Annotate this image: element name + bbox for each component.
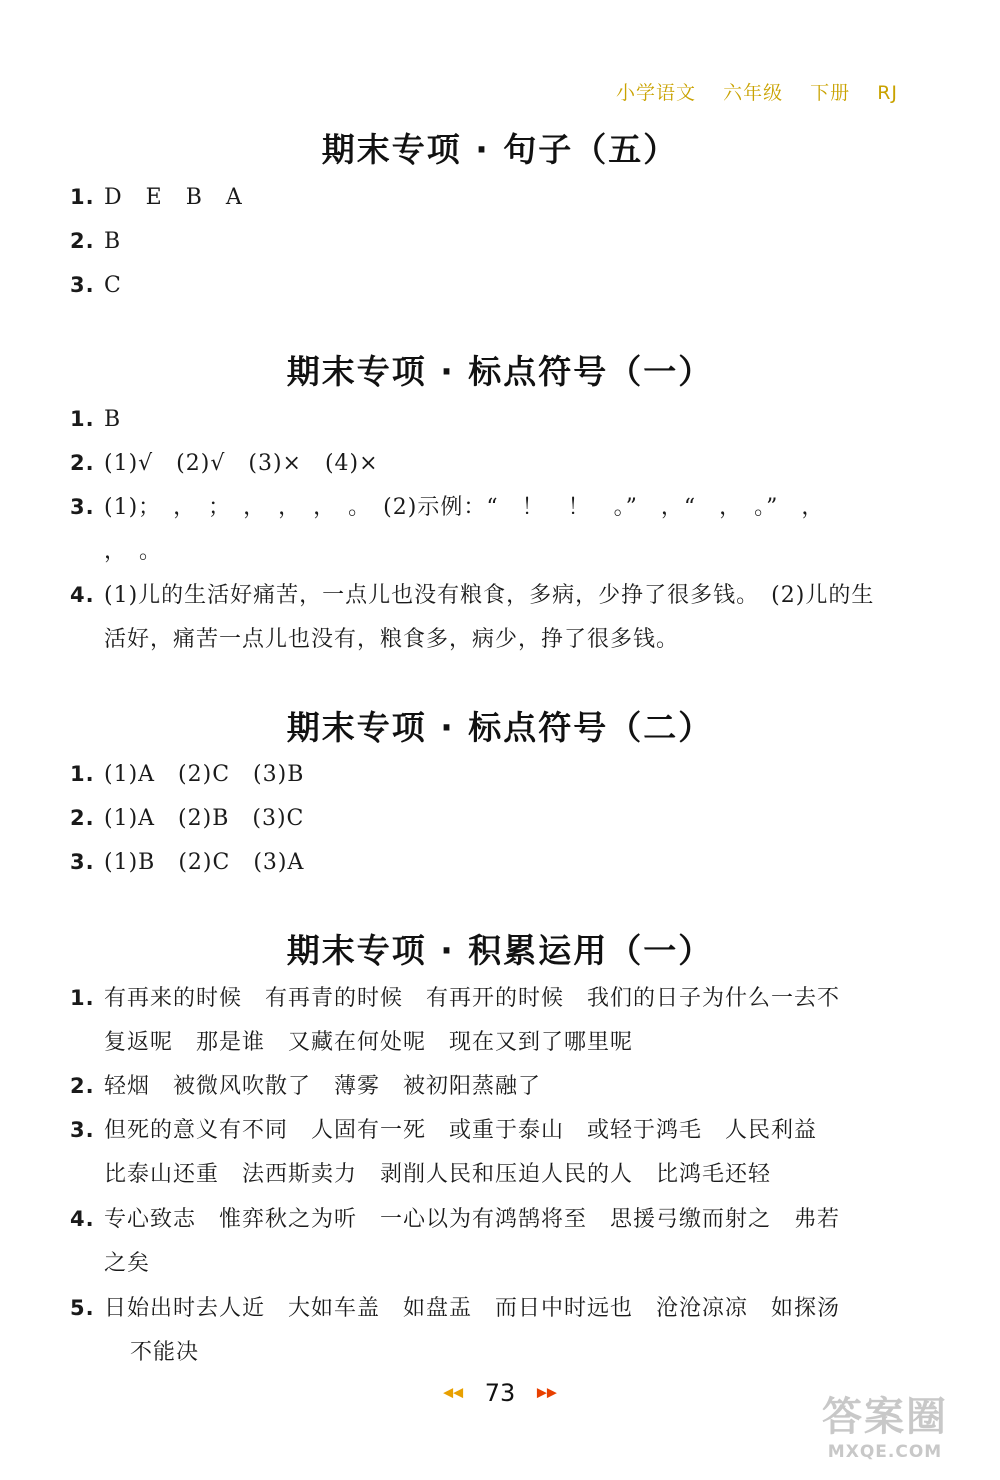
answer-item [70, 1197, 900, 1286]
answer-item [70, 263, 900, 308]
answer-item [70, 752, 900, 797]
item-number: 2. [70, 229, 95, 253]
item-text: D E B A [104, 185, 243, 210]
item-text: (1)儿的生活好痛苦，一点儿也没有粮食，多病，少挣了很多钱。 (2)儿的生 [104, 583, 875, 608]
answer-item [70, 219, 900, 264]
item-number: 5. [70, 1296, 95, 1320]
item-text-continued: 比泰山还重 法西斯卖力 剥削人民和压迫人民的人 比鸿毛还轻 [104, 1162, 772, 1187]
item-text: (1)√ (2)√ (3)× (4)× [104, 451, 379, 476]
item-text-continued: 不能决 [130, 1340, 200, 1365]
item-number: 4. [70, 583, 95, 607]
answer-item [70, 397, 900, 442]
watermark-logo [800, 1385, 970, 1462]
item-text: 轻烟 被微风吹散了 薄雾 被初阳蒸融了 [104, 1074, 542, 1099]
item-text: 专心致志 惟弈秋之为听 一心以为有鸿鹄将至 思援弓缴而射之 弗若 [104, 1207, 841, 1232]
item-text: 日始出时去人近 大如车盖 如盘盂 而日中时远也 沧沧凉凉 如探汤 [104, 1296, 841, 1321]
answer-item [70, 976, 900, 1065]
section-title: 期末专项 · 标点符号（二） [286, 708, 714, 747]
watermark-text: 答案圈 [822, 1394, 948, 1440]
answer-item [70, 175, 900, 220]
item-text: (1)A (2)C (3)B [104, 762, 305, 787]
item-number: 3. [70, 495, 95, 519]
page-number: 73 [484, 1379, 516, 1407]
item-text: B [104, 407, 122, 432]
item-number: 2. [70, 1074, 95, 1098]
item-text: B [104, 229, 122, 254]
answer-item [70, 573, 900, 662]
item-number: 4. [70, 1207, 95, 1231]
answer-item [70, 1064, 900, 1109]
item-number: 1. [70, 986, 95, 1010]
item-text: (1)； ， ； ， ， ， 。 (2)示例：“ ！ ！ 。” ，“ ， 。” ， [104, 495, 825, 520]
page-header [596, 78, 898, 105]
item-number: 1. [70, 762, 95, 786]
item-number: 1. [70, 407, 95, 431]
item-text-continued: ， 。 [104, 539, 163, 564]
item-number: 1. [70, 185, 95, 209]
arrow-left-icon: ◀◀ [443, 1385, 464, 1401]
item-number: 2. [70, 806, 95, 830]
item-text: (1)B (2)C (3)A [104, 850, 305, 875]
item-text: (1)A (2)B (3)C [104, 806, 305, 831]
section-title: 期末专项 · 标点符号（一） [286, 352, 714, 391]
item-number: 3. [70, 273, 95, 297]
answer-item [70, 796, 900, 841]
header-volume: 下册 [810, 82, 851, 104]
watermark-url: MXQE.COM [827, 1442, 943, 1462]
section-title: 期末专项 · 句子（五） [321, 130, 679, 169]
item-text-continued: 之矣 [104, 1251, 151, 1276]
item-number: 3. [70, 1118, 95, 1142]
item-number: 3. [70, 850, 95, 874]
header-grade: 六年级 [723, 82, 784, 104]
item-text-continued: 活好，痛苦一点儿也没有，粮食多，病少，挣了很多钱。 [104, 627, 680, 652]
answer-item [70, 485, 900, 574]
answer-item [70, 441, 900, 486]
header-subject: 小学语文 [616, 82, 697, 104]
arrow-right-icon: ▶▶ [536, 1385, 557, 1401]
answer-item [70, 840, 900, 885]
item-text-continued: 复返呢 那是谁 又藏在何处呢 现在又到了哪里呢 [104, 1030, 634, 1055]
item-number: 2. [70, 451, 95, 475]
answer-item [70, 1108, 900, 1197]
item-text: 有再来的时候 有再青的时候 有再开的时候 我们的日子为什么一去不 [104, 986, 841, 1011]
header-edition: RJ [877, 82, 898, 104]
section-title: 期末专项 · 积累运用（一） [286, 931, 714, 970]
item-text: C [104, 273, 122, 298]
answer-item [70, 1286, 900, 1375]
item-text: 但死的意义有不同 人固有一死 或重于泰山 或轻于鸿毛 人民利益 [104, 1118, 818, 1143]
